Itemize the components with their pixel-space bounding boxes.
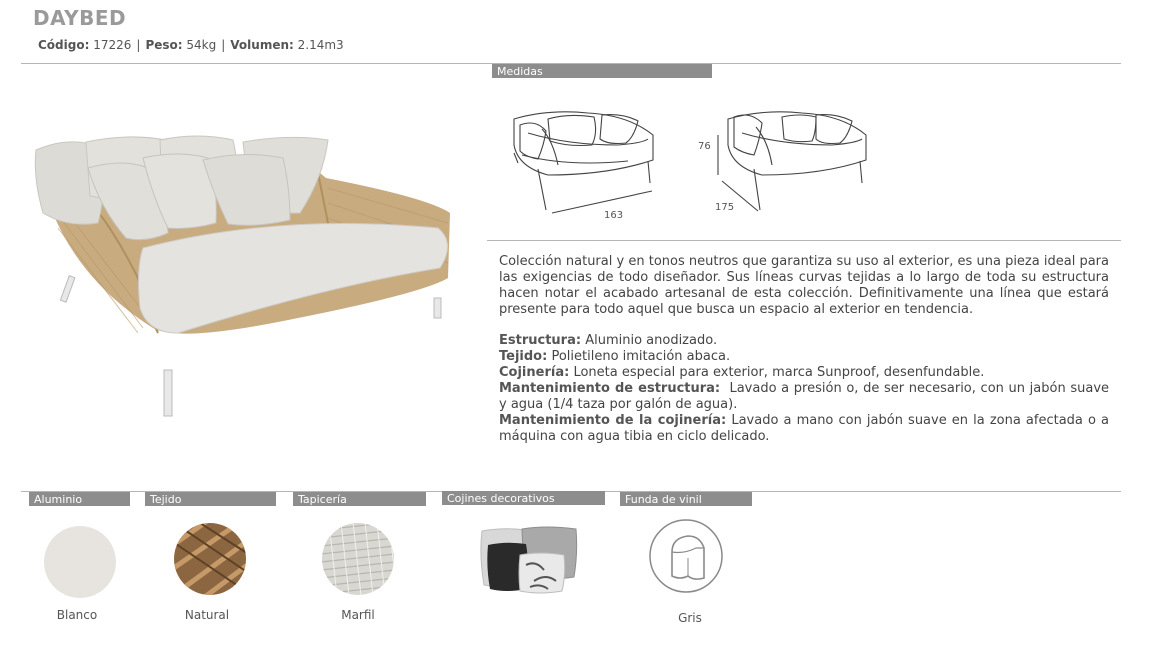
product-title: DAYBED (33, 6, 127, 30)
upholstery-color-name: Marfil (341, 608, 375, 622)
weight-value: 54kg (186, 38, 217, 52)
option-label-vinyl-cover: Funda de vinil (620, 492, 752, 506)
feature-structure-maintenance: Mantenimiento de estructura: Lavado a presión o, de ser necesario, con un jabón suave y agua (1/4 taza por galón de agua). (499, 381, 1110, 412)
vinyl-cover-icon (648, 518, 724, 594)
natural-weave-swatch (173, 522, 247, 596)
feature-cushion-maintenance: Mantenimiento de la cojinería: Lavado a mano con jabón suave en la zona afectada o a máquina con agua tibia en ciclo delicado. (499, 413, 1109, 444)
feature-cushions: Cojinería: Loneta especial para exterior, marca Sunproof, desenfundable. (499, 365, 985, 380)
weight-label: Peso: (145, 38, 183, 52)
product-photo (28, 128, 458, 420)
side-height-dimension: 76 (698, 141, 711, 152)
product-specs: Código: 17226 | Peso: 54kg | Volumen: 2.14m3 (38, 38, 344, 52)
front-view-drawing (508, 105, 658, 217)
measures-section-label: Medidas (492, 64, 712, 78)
option-label-upholstery: Tapicería (293, 492, 426, 506)
ivory-upholstery-swatch (321, 522, 395, 596)
white-aluminum-swatch (42, 525, 118, 599)
feature-structure: Estructura: Aluminio anodizado. (499, 333, 718, 348)
front-width-dimension: 163 (604, 210, 624, 221)
decorative-cushions-image (474, 525, 580, 595)
side-view-drawing (716, 105, 871, 217)
volume-label: Volumen: (230, 38, 294, 52)
option-label-weave: Tejido (145, 492, 276, 506)
side-depth-dimension: 175 (715, 202, 735, 213)
product-description (499, 254, 1109, 445)
option-label-decorative-cushions: Cojines decorativos (442, 491, 605, 505)
vinyl-cover-color-name: Gris (678, 611, 702, 625)
weave-color-name: Natural (184, 608, 230, 622)
description-intro: Colección natural y en tonos neutros que garantiza su uso al exterior, es una pieza ideal para las exigencias de todo diseñador. Sus líneas curvas tejidas a lo largo de toda su estructura hacen notar el acabado artesanal de esta colección. Definitivamente una línea que estará presente para todo aquel que busca un espacio al exterior en tendencia. (499, 254, 1109, 317)
option-label-aluminum: Aluminio (29, 492, 130, 506)
code-label: Código: (38, 38, 90, 52)
volume-value: 2.14m3 (297, 38, 344, 52)
feature-weave: Tejido: Polietileno imitación abaca. (499, 349, 731, 364)
code-value: 17226 (93, 38, 132, 52)
measures-divider (487, 240, 1121, 241)
aluminum-color-name: Blanco (56, 608, 98, 622)
